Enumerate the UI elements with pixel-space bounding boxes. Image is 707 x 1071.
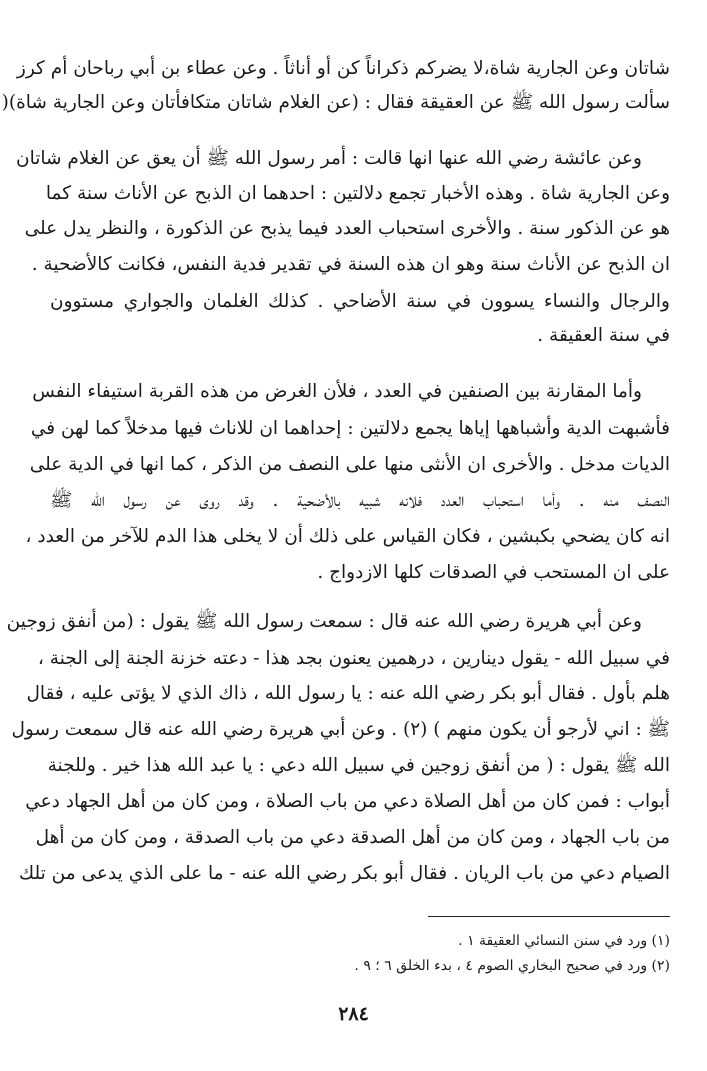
text-line: وأما المقارنة بين الصنفين في العدد ، فلأن الغرض من هذه القربة استيفاء النفس [32, 381, 642, 402]
text-line: شاتان وعن الجارية شاة،لا يضركم ذكراناً كن أو أناثاً . وعن عطاء بن أبي رباحان أم كرز [16, 58, 670, 79]
page-number: ٢٨٤ [338, 1003, 369, 1025]
text-line: سألت رسول الله ﷺ عن العقيقة فقال : (عن الغلام شاتان متكافأتان وعن الجارية شاة)( [1, 92, 670, 113]
text-line: وعن أبي هريرة رضي الله عنه قال : سمعت رسول الله ﷺ يقول : (من أنفق زوجين [6, 611, 642, 632]
text-line: ان الذبح عن الأناث سنة وهو ان هذه السنة في تقدير فدية النفس، فكانت كالأضحية . [31, 254, 670, 275]
text-line: النصف منه . وأما استحباب العدد فلانه شبيه بالأضحية . وقد روى عن رسول الله ﷺ [50, 490, 670, 511]
text-line: والرجال والنساء يسوون في سنة الأضاحي . كذلك الغلمان والجواري مستوون [50, 291, 670, 312]
text-line: هلم بأول . فقال أبو بكر رضي الله عنه : يا رسول الله ، ذاك الذي لا يؤتى عليه ، فقال [26, 683, 670, 704]
text-line: هو عن الذكور سنة . والأخرى استحباب العدد فيما يذبح عن الذكورة ، والنظر يدل على [24, 218, 670, 239]
text-line: انه كان يضحي بكبشين ، فكان القياس على ذلك أن لا يخلى هذا الدم للآخر من العدد ، [25, 526, 670, 547]
text-line: ﷺ : اني لأرجو أن يكون منهم ) (٢) . وعن أبي هريرة رضي الله عنه قال سمعت رسول [11, 719, 670, 740]
text-line: الله ﷺ يقول : ( من أنفق زوجين في سبيل الله دعي : يا عبد الله هذا خير . وللجنة [47, 755, 670, 776]
text-line: في سنة العقيقة . [537, 325, 670, 346]
text-line: في سبيل الله - يقول دينارين ، درهمين يعنون بجد هذا - دعته خزنة الجنة إلى الجنة ، [37, 648, 670, 669]
text-line: أبواب : فمن كان من أهل الصلاة دعي من باب الصلاة ، ومن كان من أهل الجهاد دعي [25, 791, 670, 812]
text-line: الصيام دعي من باب الريان . فقال أبو بكر رضي الله عنه - ما على الذي يدعى من تلك [18, 863, 670, 884]
text-line: الديات مدخل . والأخرى ان الأنثى منها على النصف من الذكر ، كما انها في الدية على [29, 454, 670, 475]
text-line: على ان المستحب في الصدقات كلها الازدواج . [317, 562, 670, 583]
text-line: وعن عائشة رضي الله عنها انها قالت : أمر رسول الله ﷺ أن يعق عن الغلام شاتان [16, 148, 642, 169]
text-line: وعن الجارية شاة . وهذه الأخبار تجمع دلالتين : احدهما ان الذبح عن الأناث سنة كما [45, 183, 670, 204]
text-line: فأشبهت الدية وأشباهها إياها يجمع دلالتين : إحداهما ان للاناث فيها مدخلاً كما لهن في [30, 418, 670, 439]
footnote: (٢) ورد في صحيح البخاري الصوم ٤ ، بدء الخلق ٦ ؛ ٩ . [354, 958, 670, 974]
footnote: (١) ورد في سنن النسائي العقيقة ١ . [458, 933, 670, 949]
text-line: من باب الجهاد ، ومن كان من أهل الصدقة دعي من باب الصدقة ، ومن كان من أهل [35, 827, 670, 848]
footnote-divider [428, 916, 670, 917]
